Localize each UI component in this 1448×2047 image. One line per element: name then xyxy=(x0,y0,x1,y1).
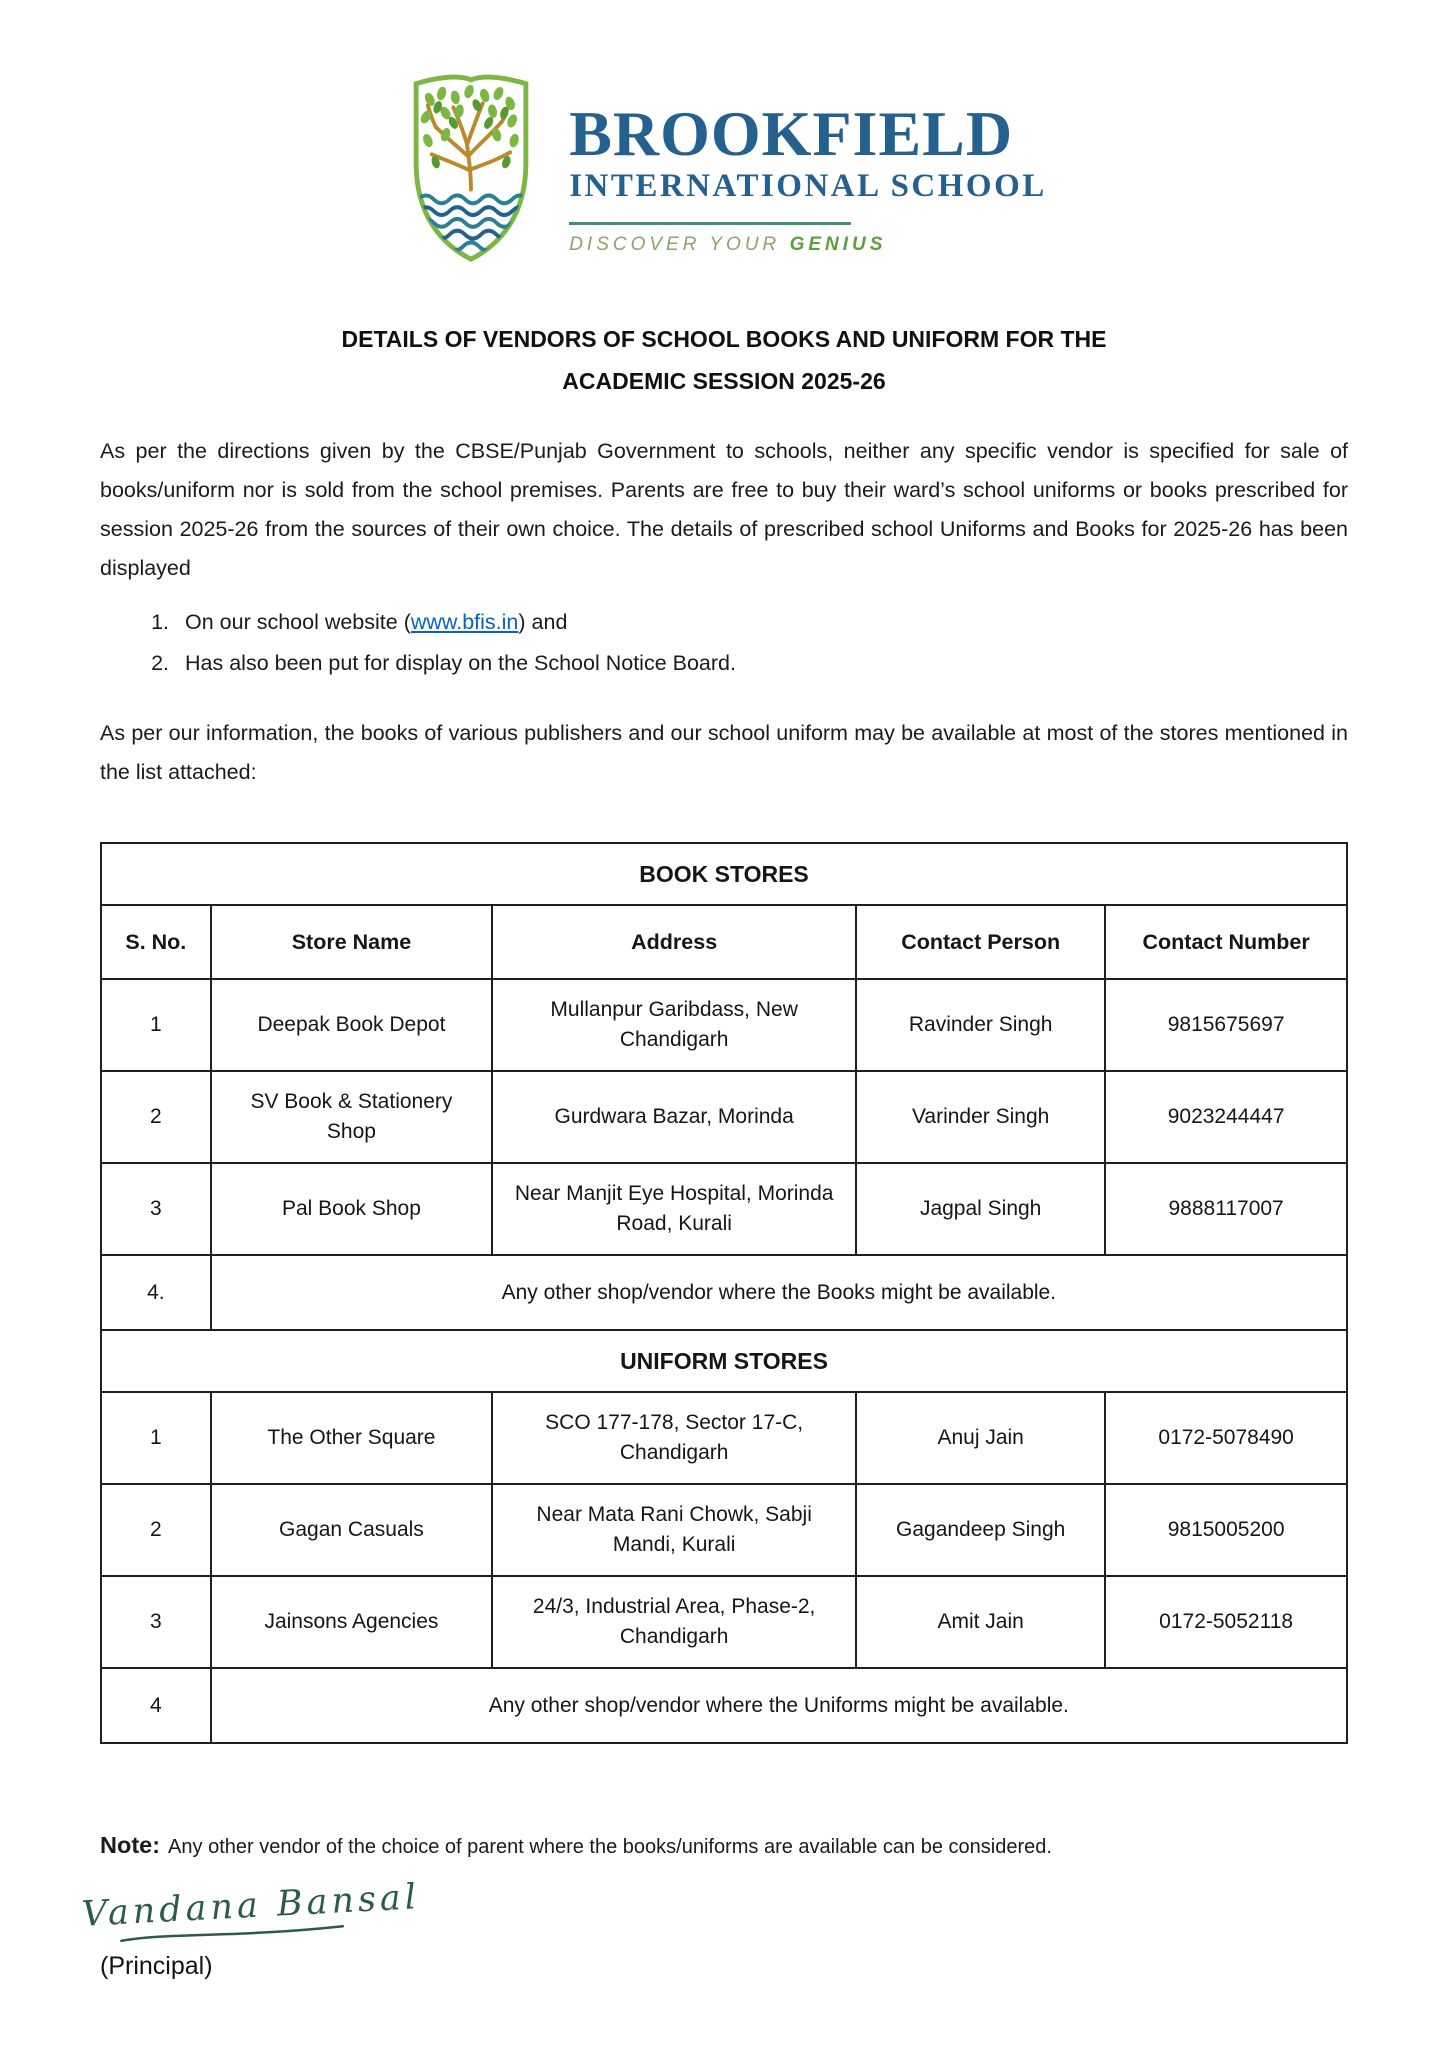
cell-sno: 3 xyxy=(101,1576,211,1668)
school-logo-shield-icon xyxy=(401,70,541,266)
cell-contact-person: Jagpal Singh xyxy=(856,1163,1105,1255)
logo-divider xyxy=(569,222,851,225)
uniform-other-vendor-text: Any other shop/vendor where the Uniforms might be available. xyxy=(211,1668,1347,1743)
cell-address: Near Manjit Eye Hospital, Morinda Road, Kurali xyxy=(492,1163,856,1255)
cell-sno: 2 xyxy=(101,1071,211,1163)
logo-school-name: BROOKFIELD xyxy=(569,98,1014,169)
cell-store-name: Jainsons Agencies xyxy=(211,1576,493,1668)
uniform-store-row xyxy=(101,1484,1347,1576)
book-store-row xyxy=(101,1071,1347,1163)
cell-store-name: Deepak Book Depot xyxy=(211,979,493,1071)
list-item-noticeboard: 2. Has also been put for display on the School Notice Board. xyxy=(175,643,1348,684)
cell-contact-number: 9023244447 xyxy=(1105,1071,1347,1163)
uniform-store-row xyxy=(101,1392,1347,1484)
page-title-line2: ACADEMIC SESSION 2025-26 xyxy=(562,368,886,394)
cell-sno: 1 xyxy=(101,1392,211,1484)
uniform-other-vendor-row xyxy=(101,1668,1347,1743)
logo-tagline xyxy=(569,234,1047,256)
note-label: Note: xyxy=(100,1832,161,1858)
display-list xyxy=(147,602,1348,684)
cell-address: Near Mata Rani Chowk, Sabji Mandi, Kurali xyxy=(492,1484,856,1576)
book-store-row xyxy=(101,979,1347,1071)
cell-sno: 3 xyxy=(101,1163,211,1255)
logo-tagline-prefix: DISCOVER YOUR xyxy=(569,234,790,255)
col-header-contact-person: Contact Person xyxy=(856,905,1105,979)
principal-signature-name: Vandana Bansal xyxy=(80,1877,421,1935)
cell-address: 24/3, Industrial Area, Phase-2, Chandigarh xyxy=(492,1576,856,1668)
intro-paragraph: As per the directions given by the CBSE/Punjab Government to schools, neither any specific vendor is specified for sale of books/uniform nor is sold from the school premises. Parents are free to buy their ward’s school uniforms or books prescribed for session 2025-26 from the sources of their own choice. The details of prescribed school Uniforms and Books for 2025-26 has been displayed xyxy=(100,439,1348,580)
cell-contact-person: Ravinder Singh xyxy=(856,979,1105,1071)
principal-label: (Principal) xyxy=(100,1952,213,1980)
cell-address: SCO 177-178, Sector 17-C, Chandigarh xyxy=(492,1392,856,1484)
cell-contact-number: 9888117007 xyxy=(1105,1163,1347,1255)
vendors-table xyxy=(100,842,1348,1744)
principal-signature xyxy=(81,1879,422,1947)
cell-store-name: SV Book & Stationery Shop xyxy=(211,1071,493,1163)
cell-sno: 4 xyxy=(101,1668,211,1743)
list-item-website xyxy=(175,602,1348,643)
logo-school-subtitle: INTERNATIONAL SCHOOL xyxy=(569,168,1047,204)
note-line xyxy=(100,1830,1348,1862)
cell-sno: 2 xyxy=(101,1484,211,1576)
book-stores-section-title: BOOK STORES xyxy=(101,843,1347,905)
table-header-row xyxy=(101,905,1347,979)
cell-contact-number: 9815675697 xyxy=(1105,979,1347,1071)
cell-contact-person: Varinder Singh xyxy=(856,1071,1105,1163)
book-stores-section-row xyxy=(101,843,1347,905)
uniform-stores-section-row xyxy=(101,1330,1347,1392)
page-title-line1: DETAILS OF VENDORS OF SCHOOL BOOKS AND UNIFORM FOR THE xyxy=(341,326,1107,352)
page-title xyxy=(100,318,1348,402)
cell-store-name: The Other Square xyxy=(211,1392,493,1484)
book-other-vendor-text: Any other shop/vendor where the Books might be available. xyxy=(211,1255,1347,1330)
col-header-sno: S. No. xyxy=(101,905,211,979)
school-logo xyxy=(100,0,1348,270)
cell-contact-number: 9815005200 xyxy=(1105,1484,1347,1576)
col-header-store-name: Store Name xyxy=(211,905,493,979)
cell-address: Gurdwara Bazar, Morinda xyxy=(492,1071,856,1163)
book-other-vendor-row xyxy=(101,1255,1347,1330)
school-logo-text xyxy=(569,70,1047,256)
book-store-row xyxy=(101,1163,1347,1255)
cell-store-name: Pal Book Shop xyxy=(211,1163,493,1255)
col-header-address: Address xyxy=(492,905,856,979)
note-text: Any other vendor of the choice of parent where the books/uniforms are available can be considered. xyxy=(168,1836,1052,1858)
cell-contact-person: Anuj Jain xyxy=(856,1392,1105,1484)
logo-tagline-emphasis: GENIUS xyxy=(789,234,887,255)
school-website-link[interactable]: www.bfis.in xyxy=(410,610,519,634)
cell-address: Mullanpur Garibdass, New Chandigarh xyxy=(492,979,856,1071)
cell-contact-person: Gagandeep Singh xyxy=(856,1484,1105,1576)
col-header-contact-number: Contact Number xyxy=(1105,905,1347,979)
cell-contact-number: 0172-5078490 xyxy=(1105,1392,1347,1484)
availability-paragraph: As per our information, the books of various publishers and our school uniform may be available at most of the stores mentioned in the list attached: xyxy=(100,721,1348,784)
cell-contact-number: 0172-5052118 xyxy=(1105,1576,1347,1668)
list-item-website-prefix: On our school website ( xyxy=(185,610,411,634)
cell-sno: 1 xyxy=(101,979,211,1071)
list-item-website-suffix: ) and xyxy=(518,610,568,634)
uniform-stores-section-title: UNIFORM STORES xyxy=(101,1330,1347,1392)
uniform-store-row xyxy=(101,1576,1347,1668)
cell-store-name: Gagan Casuals xyxy=(211,1484,493,1576)
cell-sno: 4. xyxy=(101,1255,211,1330)
cell-contact-person: Amit Jain xyxy=(856,1576,1105,1668)
